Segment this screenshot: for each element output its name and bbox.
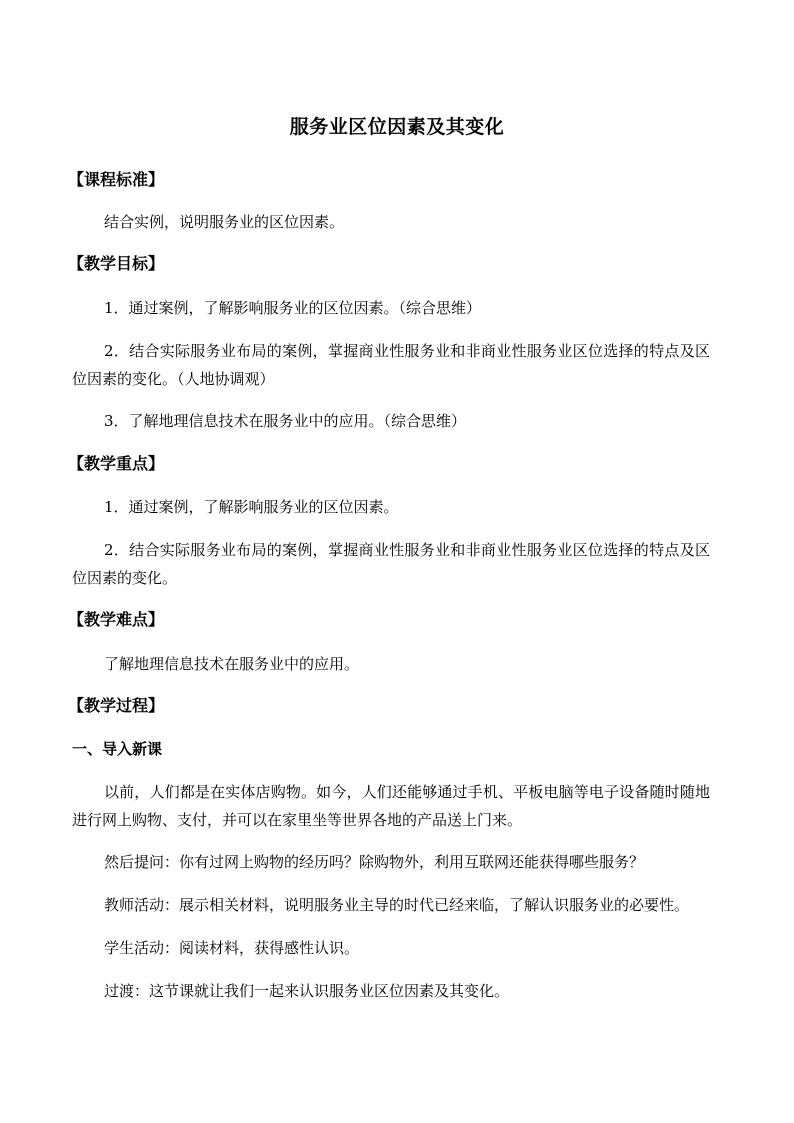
goal-item-2: 2．结合实际服务业布局的案例，掌握商业性服务业和非商业性服务业区位选择的特点及区位因素的变化。（人地协调观） [72,342,710,388]
standard-text: 结合实例，说明服务业的区位因素。 [104,213,345,231]
section-heading-goals: 【教学目标】 [68,254,165,273]
section-heading-standard: 【课程标准】 [68,170,165,189]
key-point-item-1: 1．通过案例，了解影响服务业的区位因素。 [104,498,399,516]
process-paragraph-5: 过渡：这节课就让我们一起来认识服务业区位因素及其变化。 [104,982,510,1000]
process-paragraph-4: 学生活动：阅读材料，获得感性认识。 [104,939,360,957]
process-paragraph-2: 然后提问：你有过网上购物的经历吗？除购物外，利用互联网还能获得哪些服务？ [104,853,645,871]
key-point-item-2: 2．结合实际服务业布局的案例，掌握商业性服务业和非商业性服务业区位选择的特点及区位因素的变化。 [72,541,710,587]
difficulties-text: 了解地理信息技术在服务业中的应用。 [104,655,360,673]
section-heading-process: 【教学过程】 [68,696,165,715]
process-subheading: 一、导入新课 [72,740,163,758]
process-paragraph-1: 以前，人们都是在实体店购物。如今，人们还能够通过手机、平板电脑等电子设备随时随地进行网上购物、支付，并可以在家里坐等世界各地的产品送上门来。 [72,783,710,829]
section-heading-key-points: 【教学重点】 [68,454,165,473]
section-heading-difficulties: 【教学难点】 [68,610,165,629]
page-title: 服务业区位因素及其变化 [289,116,505,138]
goal-item-3: 3．了解地理信息技术在服务业中的应用。（综合思维） [104,412,467,430]
process-paragraph-3: 教师活动：展示相关材料，说明服务业主导的时代已经来临，了解认识服务业的必要性。 [104,896,690,914]
goal-item-1: 1．通过案例，了解影响服务业的区位因素。（综合思维） [104,299,482,317]
